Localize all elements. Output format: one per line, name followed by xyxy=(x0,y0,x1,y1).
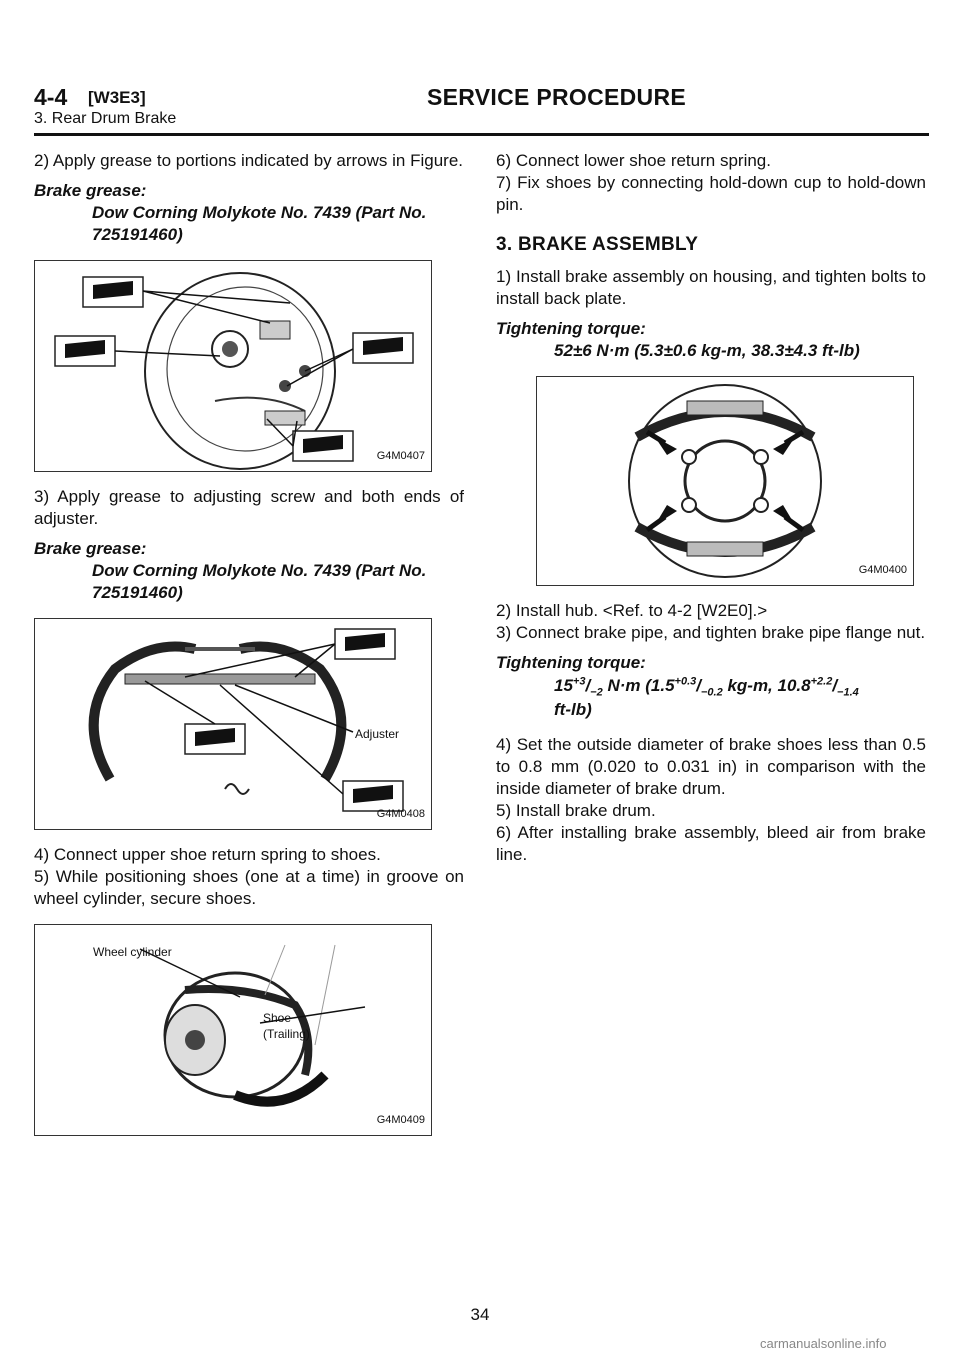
trailing-label: (Trailing) xyxy=(263,1027,310,1041)
step-5-install-drum: 5) Install brake drum. xyxy=(496,801,656,820)
figure-id: G4M0400 xyxy=(858,564,907,576)
left-column xyxy=(34,150,464,1150)
step-3-brake-pipe: 3) Connect brake pipe, and tighten brake pipe flange nut. xyxy=(496,623,926,642)
step-2-grease: 2) Apply grease to portions indicated by arrows in Figure. xyxy=(34,151,464,170)
section-heading: 3. BRAKE ASSEMBLY xyxy=(496,234,699,255)
figure-id: G4M0408 xyxy=(376,808,425,820)
step-6-lower-spring: 6) Connect lower shoe return spring. xyxy=(496,151,771,170)
section-code: [W3E3] xyxy=(88,88,146,107)
figure-id: G4M0409 xyxy=(376,1114,425,1126)
figure-brake-assembly xyxy=(536,376,914,586)
step-5-secure-shoes: 5) While positioning shoes (one at a time) in groove on wheel cylinder, secure shoes. xyxy=(34,867,464,908)
step-7-hold-down: 7) Fix shoes by connecting hold-down cup to hold-down pin. xyxy=(496,173,926,214)
step-6-bleed-air: 6) After installing brake assembly, bleed air from brake line. xyxy=(496,823,926,864)
step-1-install-assembly: 1) Install brake assembly on housing, and tighten bolts to install back plate. xyxy=(496,267,926,308)
wheel-cylinder-label: Wheel cylinder xyxy=(93,945,172,959)
torque-label: Tightening torque: xyxy=(496,319,646,338)
figure-wheel-cylinder xyxy=(34,924,432,1136)
right-column xyxy=(496,150,926,872)
page-title: SERVICE PROCEDURE xyxy=(427,84,687,110)
step-4-upper-spring: 4) Connect upper shoe return spring to shoes. xyxy=(34,845,381,864)
step-2-install-hub: 2) Install hub. <Ref. to 4-2 [W2E0].> xyxy=(496,601,768,620)
backing-plate-illustration xyxy=(35,261,431,471)
torque-value-fractional: $15^{+3}/_{-2}$ N·m ($1.5^{+0.3}/_{-0.2}$ kg-m, $10.8^{+2.2}/_{-1.4}$ ft-lb) xyxy=(554,675,859,719)
header-divider xyxy=(34,133,929,136)
step-3-adjuster-grease: 3) Apply grease to adjusting screw and both ends of adjuster. xyxy=(34,487,464,528)
spec-label: Brake grease: xyxy=(34,539,147,558)
section-number: 4-4 xyxy=(34,84,68,110)
figure-adjuster xyxy=(34,618,432,830)
torque-label: Tightening torque: xyxy=(496,653,646,672)
spec-label: Brake grease: xyxy=(34,181,147,200)
step-4-shoe-diameter: 4) Set the outside diameter of brake shoes less than 0.5 to 0.8 mm (0.020 to 0.031 in) in comparison with the inside diameter of brake drum. xyxy=(496,735,926,798)
watermark: carmanualsonline.info xyxy=(760,1336,887,1351)
shoe-label: Shoe xyxy=(263,1011,292,1025)
torque-value: 52±6 N·m (5.3±0.6 kg-m, 38.3±4.3 ft-lb) xyxy=(554,341,860,360)
figure-id: G4M0407 xyxy=(376,450,425,462)
figure-grease-points xyxy=(34,260,432,472)
page-number: 34 xyxy=(470,1305,490,1324)
adjuster-label: Adjuster xyxy=(355,727,400,741)
spec-value: Dow Corning Molykote No. 7439 (Part No. 725191460) xyxy=(92,561,427,602)
page-subtitle: 3. Rear Drum Brake xyxy=(34,110,177,127)
spec-value: Dow Corning Molykote No. 7439 (Part No. 725191460) xyxy=(92,203,427,244)
brake-assembly-illustration xyxy=(537,377,913,585)
